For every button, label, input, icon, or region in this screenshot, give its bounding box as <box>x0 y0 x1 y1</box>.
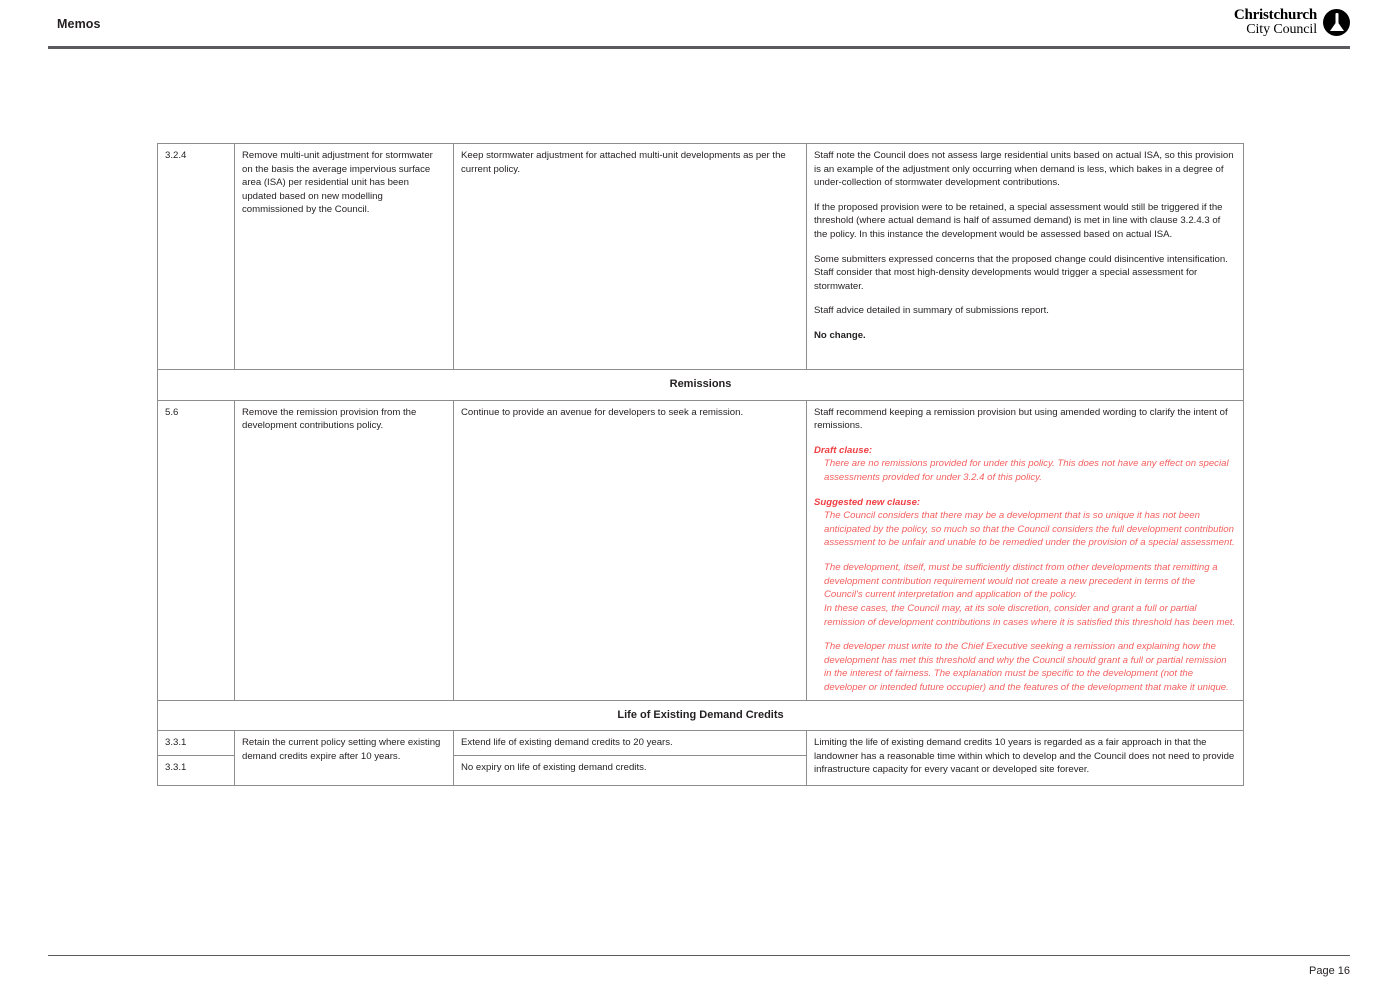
page-number: Page 16 <box>1309 965 1350 977</box>
spacer <box>814 629 1236 640</box>
header-divider <box>48 46 1350 49</box>
draft-clause-text: There are no remissions provided for under this policy. This does not have any effect on special assessments provided for under 3.2.4 of this policy. <box>824 458 1229 484</box>
suggested-clause-paragraph: In these cases, the Council may, at its sole discretion, consider and grant a full or partial remission of development contributions in cases where it is satisfied this threshold has been met. <box>824 602 1236 628</box>
table-section-header-row <box>158 700 1244 731</box>
staff-paragraph: Some submitters expressed concerns that the proposed change could disincentive intensification. Staff consider that most high-density developments would trigger a special assessment for stormwater. <box>814 253 1228 292</box>
logo-wordmark <box>1234 8 1317 38</box>
logo-line-christchurch: Christchurch <box>1233 7 1317 23</box>
council-emblem-icon <box>1323 9 1350 36</box>
table-row <box>158 400 1244 700</box>
cell-submission: No expiry on life of existing demand credits. <box>454 755 807 785</box>
spacer <box>814 485 1236 496</box>
page-footer <box>0 929 1398 989</box>
cell-clause-number: 5.6 <box>158 400 235 700</box>
cell-submission: Continue to provide an avenue for developers to seek a remission. <box>454 400 807 700</box>
cell-staff-comment: Limiting the life of existing demand credits 10 years is regarded as a fair approach in that the landowner has a reasonable time within which to develop and the Council does not need to provide infrastructure capacity for every vacant or developed site forever. <box>807 731 1244 786</box>
cell-submission: Extend life of existing demand credits to 20 years. <box>454 731 807 756</box>
table-row <box>158 731 1244 756</box>
christchurch-city-council-logo <box>1234 8 1350 38</box>
cell-submission: Keep stormwater adjustment for attached multi-unit developments as per the current policy. <box>454 144 807 370</box>
staff-paragraph: If the proposed provision were to be retained, a special assessment would still be triggered if the threshold (where actual demand is half of assumed demand) is met in line with clause 3.2.4.3 of the policy. In this instance the development would be assessed based on actual ISA. <box>814 201 1223 241</box>
spacer <box>814 550 1236 561</box>
staff-paragraph: Staff recommend keeping a remission provision but using amended wording to clarify the intent of remissions. <box>814 406 1228 432</box>
draft-clause-label: Draft clause: <box>814 444 873 456</box>
suggested-clause-paragraph: The developer must write to the Chief Executive seeking a remission and explaining how the development has met this threshold and why the Council should grant a full or partial remission in the interest of fairness. The explanation must be specific to the development (not the developer or intended future occupier) and the features of the development that make it unique. <box>824 641 1229 693</box>
section-header-remissions: Remissions <box>158 370 1244 401</box>
cell-clause-number: 3.3.1 <box>158 731 235 756</box>
cell-clause-number: 3.2.4 <box>158 144 235 370</box>
staff-decision: No change. <box>814 330 866 342</box>
cell-proposal: Remove multi-unit adjustment for stormwater on the basis the average impervious surface area (ISA) per residential unit has been updated based on new modelling commissioned by the Council. <box>235 144 454 370</box>
footer-divider <box>48 955 1350 956</box>
cell-staff-comment <box>807 400 1244 700</box>
suggested-clause-paragraph: The development, itself, must be sufficiently distinct from other developments that remitting a development contribution requirement would not create a new precedent in terms of the Council's current interpretation and application of the policy. <box>824 562 1218 601</box>
suggested-clause-paragraph: The Council considers that there may be a development that is so unique it has not been anticipated by the policy, so much so that the Council considers the full development contribution assessment to be unfair and unable to be remedied under the provision of a special assessment. <box>824 510 1235 549</box>
staff-paragraph: Staff note the Council does not assess large residential units based on actual ISA, so this provision is an example of the adjustment only occurring when demand is less, which bakes in a degree of under-collection of stormwater development contributions. <box>814 150 1234 189</box>
cell-proposal: Remove the remission provision from the development contributions policy. <box>235 400 454 700</box>
logo-line-city-council: City Council <box>1246 22 1317 38</box>
page-header <box>0 0 1398 52</box>
staff-paragraph: Staff advice detailed in summary of submissions report. <box>814 305 1049 317</box>
section-header-life-of-existing-demand-credits: Life of Existing Demand Credits <box>158 700 1244 731</box>
cell-clause-number: 3.3.1 <box>158 755 235 785</box>
cell-proposal: Retain the current policy setting where existing demand credits expire after 10 years. <box>235 731 454 786</box>
table-section-header-row <box>158 370 1244 401</box>
submissions-response-table <box>157 143 1244 786</box>
cell-staff-comment <box>807 144 1244 370</box>
table-row <box>158 144 1244 370</box>
suggested-clause-label: Suggested new clause: <box>814 496 921 508</box>
document-header-title: Memos <box>57 17 101 31</box>
